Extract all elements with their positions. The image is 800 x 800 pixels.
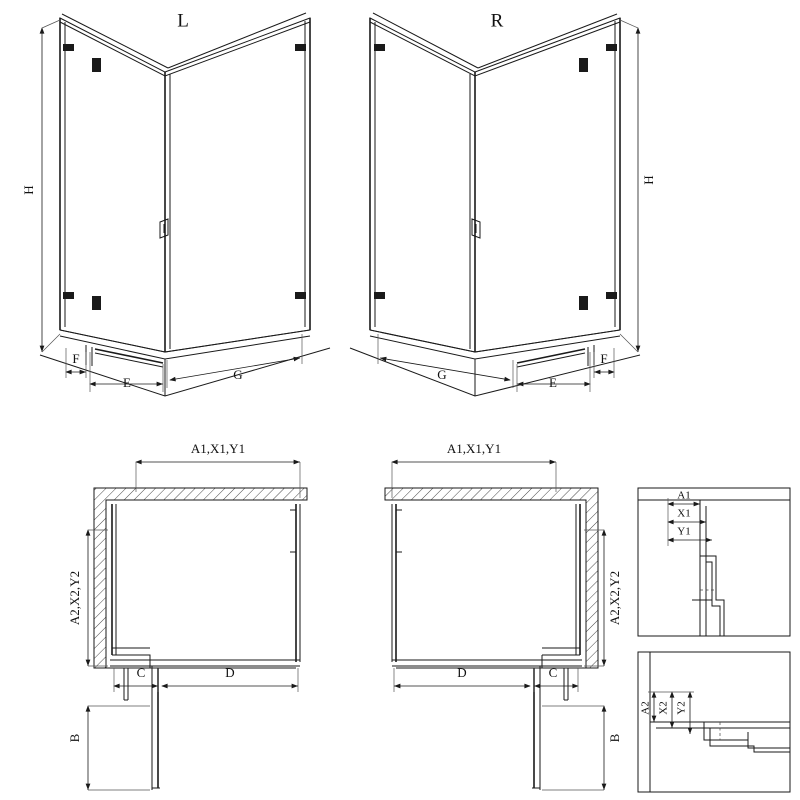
detail-label-a1: A1 [677,489,691,502]
detail-label-y1: Y1 [677,525,691,538]
dimension-label-g-right: G [437,366,447,382]
dimension-plan-bottom-left [114,665,298,692]
dimension-label-a2x2y2-left: A2,X2,Y2 [66,570,82,626]
detail-top-right [638,488,790,636]
plan-right [385,441,622,790]
dimension-plan-swing-left [67,706,150,790]
dimension-label-a2x2y2-right: A2,X2,Y2 [606,570,622,626]
dimension-label-d-left: D [225,664,235,680]
variant-label-left: L [177,10,189,32]
elevation-right [350,10,656,396]
dimension-label-f-right: F [600,350,608,366]
dimension-plan-bottom-right [394,665,578,692]
detail-label-a2: A2 [639,701,652,715]
dimension-label-g-left: G [233,366,243,382]
detail-label-x1: X1 [677,507,691,520]
dimension-label-e-left: E [123,374,131,390]
detail-label-x2: X2 [657,701,670,715]
dimension-label-a1x1y1-right: A1,X1,Y1 [446,440,502,456]
dimension-label-b-right: B [606,733,622,743]
dimension-plan-swing-right [542,706,622,790]
dimension-label-f-left: F [72,350,80,366]
dimension-label-e-right: E [549,374,557,390]
dimension-height-left [21,20,60,352]
plan-left [67,441,307,790]
variant-label-right: R [490,10,504,32]
dimension-label-c-right: C [548,664,558,680]
dimension-label-a1x1y1-left: A1,X1,Y1 [190,440,246,456]
dimension-label-h-right: H [640,175,656,185]
dimension-label-d-right: D [457,664,467,680]
elevation-left [21,10,330,396]
dimension-label-h-left: H [20,185,36,195]
dimension-label-c-left: C [136,664,146,680]
door-handle-icon [472,219,480,238]
door-handle-icon [160,219,168,238]
detail-bottom-right [638,652,790,792]
dimension-height-right [620,20,656,352]
detail-label-y2: Y2 [675,701,688,715]
dimension-label-b-left: B [66,733,82,743]
